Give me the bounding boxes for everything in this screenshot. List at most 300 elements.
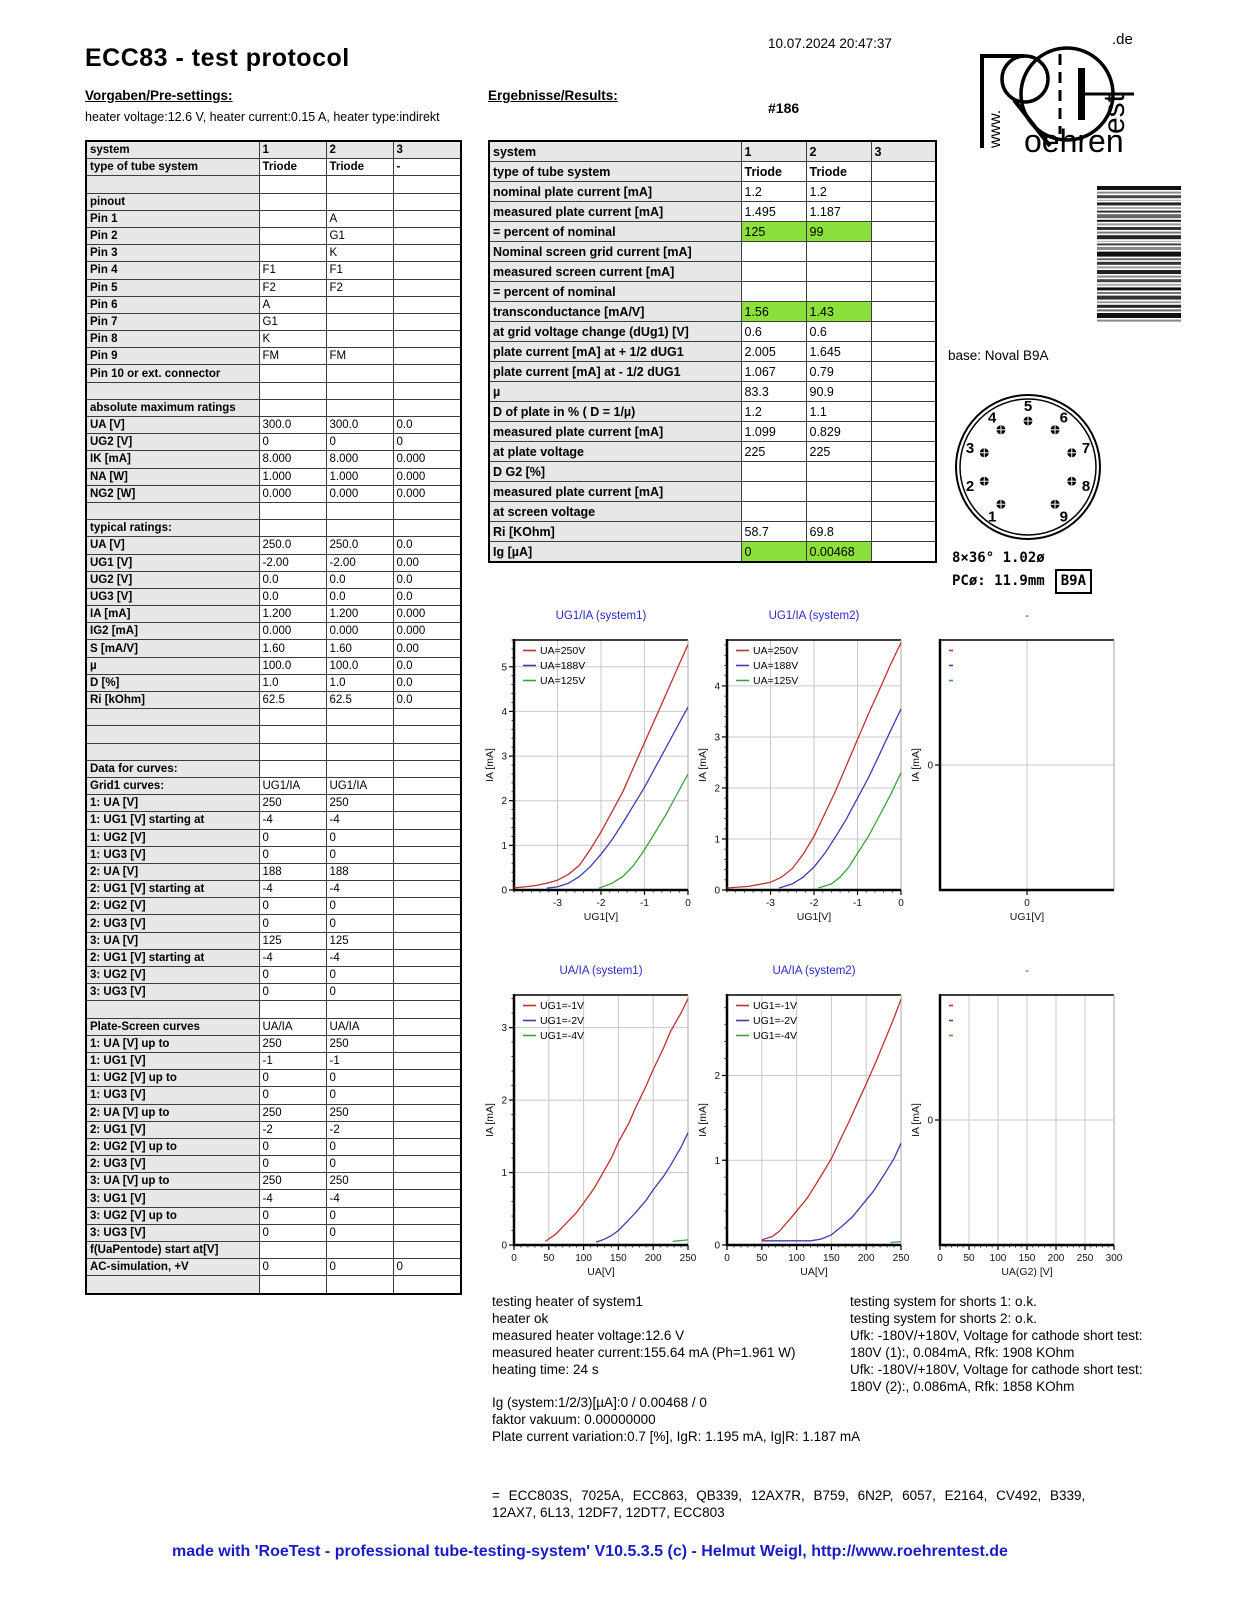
x-tick-label: -1 — [640, 898, 649, 909]
value-cell: 250.0 — [326, 537, 393, 554]
y-tick-label: 4 — [501, 706, 507, 718]
value-cell: FM — [326, 348, 393, 365]
value-cell: UA/IA — [259, 1018, 326, 1035]
legend-label: UG1=-2V — [540, 1015, 585, 1027]
base-pin-2 — [966, 477, 989, 495]
value-cell: FM — [259, 348, 326, 365]
value-cell — [871, 182, 936, 202]
value-cell: 1.187 — [806, 202, 871, 222]
value-cell — [871, 162, 936, 182]
value-cell: 90.9 — [806, 382, 871, 402]
pin-number-label: 4 — [987, 409, 997, 427]
value-cell — [806, 502, 871, 522]
x-tick-label: 200 — [857, 1253, 875, 1264]
note-line: 180V (1):, 0.084mA, Rfk: 1908 KOhm — [850, 1345, 1075, 1360]
value-cell: A — [326, 210, 393, 227]
value-cell: 0.000 — [393, 606, 461, 623]
value-cell: 0.0 — [326, 571, 393, 588]
value-cell: 0.000 — [393, 451, 461, 468]
value-cell — [393, 915, 461, 932]
y-tick-label: 1 — [714, 1155, 720, 1167]
row-label: 1: UG2 [V] up to — [86, 1070, 259, 1087]
value-cell: 300.0 — [259, 417, 326, 434]
value-cell — [259, 520, 326, 537]
value-cell — [393, 1035, 461, 1052]
value-cell — [259, 1001, 326, 1018]
value-cell: 0.000 — [259, 623, 326, 640]
value-cell: 0 — [326, 915, 393, 932]
x-tick-label: 0 — [1024, 898, 1030, 909]
value-cell: 0.00468 — [806, 542, 871, 563]
row-label: Nominal screen grid current [mA] — [489, 242, 741, 262]
value-cell: 250 — [259, 795, 326, 812]
note-line: testing system for shorts 1: o.k. — [850, 1294, 1037, 1309]
base-pin-1 — [988, 500, 1005, 526]
x-tick-label: 0 — [511, 1253, 517, 1264]
x-tick-label: 50 — [756, 1253, 768, 1264]
value-cell — [393, 1018, 461, 1035]
value-cell: Triode — [741, 162, 806, 182]
value-cell: 0.829 — [806, 422, 871, 442]
value-cell: 1.067 — [741, 362, 806, 382]
legend-label: UG1=-4V — [540, 1030, 585, 1042]
value-cell: 1.000 — [326, 468, 393, 485]
value-cell — [259, 760, 326, 777]
x-tick-label: -2 — [809, 898, 819, 909]
note-line: measured heater current:155.64 mA (Ph=1.961 W) — [492, 1345, 796, 1360]
value-cell — [326, 520, 393, 537]
value-cell: 83.3 — [741, 382, 806, 402]
value-cell — [393, 520, 461, 537]
value-cell: 0 — [259, 1138, 326, 1155]
x-axis-label: UA[V] — [800, 1266, 828, 1278]
row-label: measured plate current [mA] — [489, 422, 741, 442]
value-cell: 0 — [259, 1224, 326, 1241]
row-label: 1: UG3 [V] — [86, 846, 259, 863]
x-tick-label: 0 — [937, 1253, 943, 1264]
value-cell — [393, 812, 461, 829]
value-cell: 1.56 — [741, 302, 806, 322]
y-axis-label: IA [mA] — [697, 1103, 709, 1137]
value-cell — [393, 1224, 461, 1241]
row-label: 2: UG3 [V] — [86, 1156, 259, 1173]
value-cell — [326, 382, 393, 399]
pin-number-label: 9 — [1059, 508, 1069, 526]
value-cell — [393, 245, 461, 262]
pin-number-label: 8 — [1081, 477, 1091, 495]
base-pin-7 — [1067, 440, 1090, 457]
tube-base-pin-diagram — [950, 386, 1108, 548]
row-label: = percent of nominal — [489, 222, 741, 242]
chart-3 — [482, 955, 697, 1290]
value-cell — [871, 222, 936, 242]
value-cell: 1.200 — [326, 606, 393, 623]
x-tick-label: -1 — [853, 898, 862, 909]
value-cell: -4 — [259, 1190, 326, 1207]
x-tick-label: 200 — [644, 1253, 662, 1264]
value-cell — [871, 382, 936, 402]
value-cell: 0.0 — [393, 692, 461, 709]
base-pin-5 — [1024, 398, 1033, 426]
value-cell — [393, 984, 461, 1001]
row-label — [86, 709, 259, 726]
row-label: 2: UG1 [V] starting at — [86, 949, 259, 966]
value-cell — [393, 777, 461, 794]
x-tick-label: 0 — [724, 1253, 730, 1264]
value-cell — [393, 1070, 461, 1087]
y-tick-label: 1 — [501, 1168, 507, 1180]
row-label: D of plate in % ( D = 1/µ) — [489, 402, 741, 422]
value-cell — [259, 743, 326, 760]
value-cell — [871, 422, 936, 442]
value-cell — [393, 382, 461, 399]
row-label: 2: UG1 [V] starting at — [86, 881, 259, 898]
value-cell: 0.6 — [806, 322, 871, 342]
value-cell — [393, 846, 461, 863]
value-cell — [871, 322, 936, 342]
x-tick-label: 0 — [898, 898, 904, 909]
row-label: UG1 [V] — [86, 554, 259, 571]
value-cell — [326, 709, 393, 726]
value-cell — [259, 709, 326, 726]
row-label: Ig [µA] — [489, 542, 741, 563]
pin-number-label: 6 — [1059, 409, 1069, 427]
value-cell — [326, 296, 393, 313]
value-cell — [326, 726, 393, 743]
value-cell: 0.000 — [393, 468, 461, 485]
value-cell — [259, 382, 326, 399]
row-label: Grid1 curves: — [86, 777, 259, 794]
value-cell — [326, 399, 393, 416]
base-dim2: PCø: 11.9mm — [952, 573, 1045, 589]
note-line: faktor vakuum: 0.00000000 — [492, 1412, 656, 1427]
value-cell: K — [259, 331, 326, 348]
barcode — [1097, 186, 1181, 334]
row-label: 1: UG3 [V] — [86, 1087, 259, 1104]
logo-www-text: www. — [987, 109, 1004, 148]
row-label — [86, 1001, 259, 1018]
value-cell: 250 — [326, 1035, 393, 1052]
value-cell — [259, 1242, 326, 1259]
page-title: ECC83 - test protocol — [85, 44, 350, 72]
value-cell: 8.000 — [259, 451, 326, 468]
row-label: Pin 2 — [86, 227, 259, 244]
value-cell — [871, 402, 936, 422]
value-cell: A — [259, 296, 326, 313]
base-pin-3 — [966, 440, 989, 457]
y-tick-label: 0 — [501, 1240, 507, 1252]
value-cell — [393, 898, 461, 915]
row-label: plate current [mA] at - 1/2 dUG1 — [489, 362, 741, 382]
value-cell: 2.005 — [741, 342, 806, 362]
column-header: system — [86, 141, 259, 159]
value-cell: 0.0 — [393, 537, 461, 554]
column-header: 3 — [393, 141, 461, 159]
chart-4 — [695, 955, 910, 1290]
row-label: 3: UG3 [V] — [86, 1224, 259, 1241]
column-header: 2 — [326, 141, 393, 159]
value-cell: -1 — [326, 1052, 393, 1069]
value-cell — [741, 262, 806, 282]
value-cell: 1.60 — [259, 640, 326, 657]
row-label: Pin 6 — [86, 296, 259, 313]
row-label: 2: UG1 [V] — [86, 1121, 259, 1138]
chart-0 — [482, 600, 697, 935]
value-cell — [259, 176, 326, 193]
value-cell: 8.000 — [326, 451, 393, 468]
equivalent-types — [492, 1487, 1182, 1521]
note-line: Ufk: -180V/+180V, Voltage for cathode short test: — [850, 1362, 1143, 1377]
row-label: Pin 7 — [86, 313, 259, 330]
value-cell — [326, 365, 393, 382]
value-cell: 0 — [259, 829, 326, 846]
row-label: 1: UG1 [V] starting at — [86, 812, 259, 829]
value-cell: 0 — [393, 1259, 461, 1276]
value-cell — [393, 348, 461, 365]
value-cell — [393, 949, 461, 966]
value-cell — [741, 282, 806, 302]
value-cell: 0 — [393, 434, 461, 451]
value-cell: 0.0 — [393, 417, 461, 434]
presettings-table — [85, 140, 462, 1295]
column-header: 1 — [259, 141, 326, 159]
row-label: 1: UG2 [V] — [86, 829, 259, 846]
note-line: heating time: 24 s — [492, 1362, 599, 1377]
value-cell — [393, 1173, 461, 1190]
value-cell: 69.8 — [806, 522, 871, 542]
value-cell: 188 — [259, 863, 326, 880]
value-cell: 0.0 — [393, 657, 461, 674]
value-cell — [326, 1001, 393, 1018]
row-label: Pin 9 — [86, 348, 259, 365]
socket-code-badge: B9A — [1055, 569, 1092, 594]
legend-label: UG1=-1V — [540, 1000, 585, 1012]
x-axis-label: UG1[V] — [1009, 911, 1045, 923]
y-axis-label: IA [mA] — [484, 748, 496, 782]
base-pin-8 — [1067, 477, 1090, 495]
value-cell: 0.0 — [326, 588, 393, 605]
value-cell: -4 — [326, 1190, 393, 1207]
value-cell — [259, 1276, 326, 1294]
row-label: 2: UA [V] — [86, 863, 259, 880]
value-cell: -2.00 — [326, 554, 393, 571]
legend-label: UA=250V — [753, 645, 799, 657]
row-label: Pin 1 — [86, 210, 259, 227]
row-label: typical ratings: — [86, 520, 259, 537]
column-header: 1 — [741, 141, 806, 162]
row-label: at grid voltage change (dUg1) [V] — [489, 322, 741, 342]
value-cell: 0.0 — [393, 588, 461, 605]
value-cell: -4 — [326, 949, 393, 966]
note-line: testing heater of system1 — [492, 1294, 643, 1309]
results-table — [488, 140, 937, 563]
value-cell: 0.000 — [326, 623, 393, 640]
value-cell: 0 — [326, 1224, 393, 1241]
value-cell — [871, 302, 936, 322]
row-label: 1: UA [V] — [86, 795, 259, 812]
value-cell — [393, 760, 461, 777]
base-pin-4 — [988, 410, 1005, 435]
value-cell: 0 — [259, 898, 326, 915]
value-cell — [393, 399, 461, 416]
row-label: 3: UA [V] — [86, 932, 259, 949]
value-cell: 62.5 — [326, 692, 393, 709]
x-tick-label: -2 — [596, 898, 606, 909]
value-cell: 1.2 — [806, 182, 871, 202]
row-label: Pin 10 or ext. connector — [86, 365, 259, 382]
row-label — [86, 726, 259, 743]
value-cell — [393, 296, 461, 313]
row-label: D [%] — [86, 674, 259, 691]
value-cell: 0 — [259, 1259, 326, 1276]
value-cell: F1 — [326, 262, 393, 279]
x-tick-label: 150 — [610, 1253, 627, 1264]
row-label: Ri [kOhm] — [86, 692, 259, 709]
x-tick-label: 250 — [1076, 1253, 1094, 1264]
note-line: Ufk: -180V/+180V, Voltage for cathode short test: — [850, 1328, 1143, 1343]
value-cell: 0 — [326, 846, 393, 863]
chart-title: UG1/IA (system1) — [555, 610, 647, 622]
row-label: 3: UA [V] up to — [86, 1173, 259, 1190]
value-cell: 0 — [259, 967, 326, 984]
chart-2 — [908, 600, 1123, 935]
row-label: 2: UG2 [V] up to — [86, 1138, 259, 1155]
value-cell: G1 — [259, 313, 326, 330]
x-tick-label: 100 — [575, 1253, 592, 1264]
row-label — [86, 382, 259, 399]
chart-canvas — [695, 600, 910, 935]
curve-UA=125V — [599, 774, 688, 888]
row-label: IK [mA] — [86, 451, 259, 468]
base-type-label: base: Noval B9A — [948, 348, 1049, 363]
value-cell — [393, 726, 461, 743]
value-cell — [393, 262, 461, 279]
curve-UG1=-4V — [673, 1240, 688, 1242]
x-tick-label: 250 — [892, 1253, 910, 1264]
value-cell — [871, 262, 936, 282]
row-label: 3: UG2 [V] — [86, 967, 259, 984]
value-cell — [326, 760, 393, 777]
chart-canvas — [482, 955, 697, 1290]
value-cell: 125 — [741, 222, 806, 242]
x-tick-label: 200 — [1047, 1253, 1065, 1264]
y-tick-label: 4 — [714, 681, 720, 693]
value-cell: 0 — [326, 1138, 393, 1155]
value-cell: 0.0 — [393, 571, 461, 588]
row-label: Ri [KOhm] — [489, 522, 741, 542]
value-cell — [259, 210, 326, 227]
roehrentest-logo — [972, 30, 1140, 172]
value-cell — [871, 462, 936, 482]
value-cell — [326, 331, 393, 348]
value-cell: 0 — [259, 1156, 326, 1173]
value-cell: -2 — [259, 1121, 326, 1138]
base-dim1: 8×36° 1.02ø — [952, 550, 1045, 566]
row-label: 1: UG1 [V] — [86, 1052, 259, 1069]
value-cell: 0 — [259, 1070, 326, 1087]
value-cell: 125 — [259, 932, 326, 949]
value-cell — [393, 313, 461, 330]
value-cell: 0.000 — [326, 485, 393, 502]
value-cell — [806, 242, 871, 262]
value-cell — [326, 176, 393, 193]
value-cell: F1 — [259, 262, 326, 279]
value-cell: UG1/IA — [259, 777, 326, 794]
chart-canvas — [482, 600, 697, 935]
row-label — [86, 743, 259, 760]
value-cell: 250 — [326, 1173, 393, 1190]
value-cell — [259, 502, 326, 519]
row-label: Data for curves: — [86, 760, 259, 777]
value-cell — [871, 242, 936, 262]
row-label: nominal plate current [mA] — [489, 182, 741, 202]
value-cell — [871, 522, 936, 542]
value-cell: 58.7 — [741, 522, 806, 542]
row-label: UA [V] — [86, 537, 259, 554]
y-tick-label: 0 — [927, 1115, 933, 1127]
value-cell: -2 — [326, 1121, 393, 1138]
value-cell: Triode — [326, 159, 393, 176]
column-header: 3 — [871, 141, 936, 162]
spacer — [492, 1378, 860, 1394]
value-cell: 0.0 — [393, 674, 461, 691]
row-label: UG2 [V] — [86, 571, 259, 588]
x-tick-label: -3 — [553, 898, 562, 909]
value-cell: -2.00 — [259, 554, 326, 571]
value-cell: 0 — [326, 1207, 393, 1224]
legend-label: UA=250V — [540, 645, 586, 657]
row-label: measured plate current [mA] — [489, 482, 741, 502]
row-label: Pin 3 — [86, 245, 259, 262]
value-cell: -4 — [326, 881, 393, 898]
legend-label: UA=188V — [753, 660, 799, 672]
value-cell — [871, 202, 936, 222]
value-cell — [326, 502, 393, 519]
value-cell — [326, 313, 393, 330]
value-cell: 250 — [259, 1104, 326, 1121]
heater-presets-line: heater voltage:12.6 V, heater current:0.15 A, heater type:indirekt — [85, 110, 440, 124]
value-cell: 0 — [259, 984, 326, 1001]
value-cell — [741, 462, 806, 482]
x-tick-label: 50 — [543, 1253, 555, 1264]
value-cell: 0 — [741, 542, 806, 563]
row-label: UA [V] — [86, 417, 259, 434]
row-label: f(UaPentode) start at[V] — [86, 1242, 259, 1259]
value-cell: 225 — [806, 442, 871, 462]
value-cell — [393, 1087, 461, 1104]
value-cell — [259, 227, 326, 244]
value-cell: 0.00 — [393, 640, 461, 657]
value-cell: -1 — [259, 1052, 326, 1069]
y-tick-label: 2 — [501, 796, 507, 808]
tube-serial-number: #186 — [768, 100, 800, 116]
value-cell: 250 — [326, 795, 393, 812]
legend-label: UG1=-4V — [753, 1030, 798, 1042]
results-heading: Ergebnisse/Results: — [488, 88, 618, 103]
value-cell: 0.000 — [259, 485, 326, 502]
chart-title: - — [1025, 965, 1029, 977]
equivalents-line1: = ECC803S, 7025A, ECC863, QB339, 12AX7R, B759, 6N2P, 6057, E2164, CV492, B339, — [492, 1488, 1086, 1503]
chart-5 — [908, 955, 1123, 1290]
y-tick-label: 1 — [501, 840, 507, 852]
value-cell: 0.000 — [393, 623, 461, 640]
value-cell: 0 — [326, 829, 393, 846]
row-label: plate current [mA] at + 1/2 dUG1 — [489, 342, 741, 362]
value-cell — [871, 482, 936, 502]
y-tick-label: 3 — [501, 1023, 507, 1035]
chart-title: UA/IA (system1) — [559, 965, 643, 977]
value-cell — [393, 829, 461, 846]
